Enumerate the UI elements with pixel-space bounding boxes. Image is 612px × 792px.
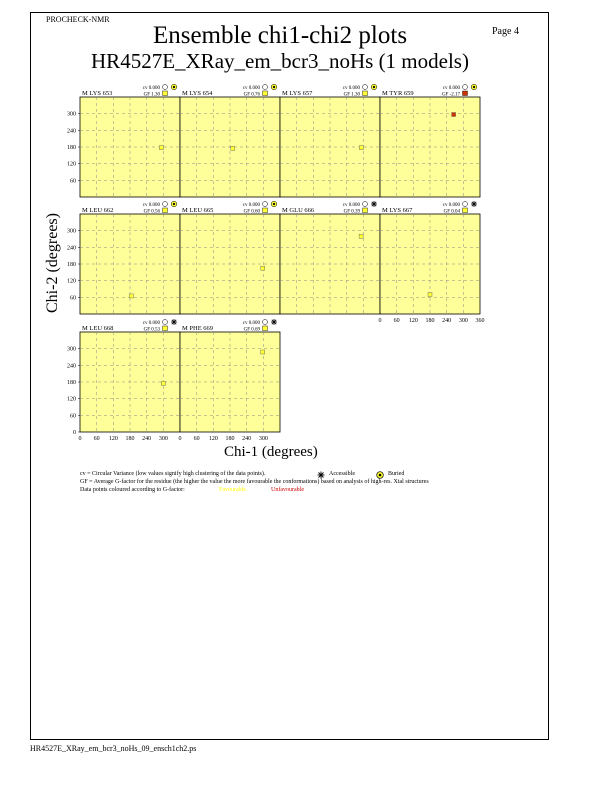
accessible-icon — [317, 471, 325, 479]
x-tick-label: 120 — [208, 436, 218, 442]
x-tick-label: 300 — [158, 436, 168, 442]
x-tick-label: 120 — [408, 318, 418, 324]
gf-colour-swatch — [163, 326, 168, 331]
panel-m-leu-668 — [80, 319, 180, 432]
data-point — [161, 381, 165, 385]
cv-value: cv 0.000 — [342, 86, 360, 91]
gf-value: GF -2.17 — [441, 92, 460, 98]
page-subtitle: HR4527E_XRay_em_bcr3_noHs (1 models) — [91, 49, 469, 73]
y-tick-label: 120 — [67, 161, 76, 168]
y-tick-label: 240 — [67, 245, 76, 252]
page-number: Page 4 — [492, 26, 519, 37]
gf-value: GF 0.69 — [243, 327, 260, 333]
legend-colour-definition: Data points coloured according to G-factor: — [80, 487, 185, 493]
residue-label: M GLU 666 — [282, 207, 315, 214]
x-tick-label: 0 — [78, 436, 82, 442]
data-point — [428, 293, 432, 297]
x-axis-label: Chi-1 (degrees) — [224, 444, 318, 460]
gf-colour-swatch — [163, 208, 168, 213]
x-tick-label: 60 — [393, 318, 400, 324]
cv-circle-icon — [463, 202, 468, 207]
y-tick-label: 180 — [67, 262, 76, 268]
x-tick-label: 240 — [442, 318, 452, 324]
cv-circle-icon — [263, 320, 268, 325]
cv-circle-icon — [163, 320, 168, 325]
gf-colour-swatch — [263, 326, 268, 331]
residue-label: M LYS 654 — [182, 90, 213, 97]
accessible-icon — [471, 201, 477, 207]
y-tick-label: 300 — [67, 346, 76, 353]
x-tick-label: 120 — [108, 436, 118, 442]
y-tick-label: 120 — [67, 396, 76, 403]
residue-label: M LYS 653 — [82, 90, 113, 97]
cv-value: cv 0.000 — [142, 86, 160, 91]
data-point — [129, 294, 133, 298]
x-tick-label: 180 — [225, 436, 235, 442]
cv-value: cv 0.000 — [142, 321, 160, 326]
footer-filename: HR4527E_XRay_em_bcr3_noHs_09_ensch1ch2.ps — [30, 744, 197, 753]
legend-favourable: Favourable — [219, 487, 246, 493]
cv-circle-icon — [263, 85, 268, 90]
cv-circle-icon — [263, 202, 268, 207]
gf-value: GF 0.39 — [343, 209, 360, 215]
y-tick-label: 240 — [67, 363, 76, 370]
data-point — [261, 266, 265, 270]
gf-colour-swatch — [163, 91, 168, 96]
y-tick-label: 120 — [67, 278, 76, 285]
x-tick-label: 60 — [193, 436, 200, 442]
gf-colour-swatch — [463, 91, 468, 96]
residue-label: M LYS 657 — [282, 90, 313, 97]
data-point — [359, 146, 363, 150]
x-tick-label: 240 — [142, 436, 152, 442]
program-label: PROCHECK-NMR — [46, 15, 110, 24]
panel-m-phe-669 — [180, 319, 280, 432]
cv-circle-icon — [163, 202, 168, 207]
cv-circle-icon — [463, 85, 468, 90]
cv-value: cv 0.000 — [142, 203, 160, 208]
gf-value: GF 0.53 — [143, 327, 160, 333]
x-tick-label: 240 — [242, 436, 252, 442]
data-point — [261, 350, 265, 354]
residue-label: M LEU 665 — [182, 207, 214, 214]
buried-icon-dot — [173, 203, 175, 205]
cv-value: cv 0.000 — [242, 203, 260, 208]
x-tick-label: 180 — [425, 318, 435, 324]
accessible-icon — [171, 319, 177, 325]
panel-m-leu-665 — [180, 201, 280, 314]
buried-icon-dot — [373, 86, 375, 88]
panel-m-leu-662 — [80, 201, 180, 314]
buried-icon-dot — [273, 203, 275, 205]
gf-colour-swatch — [263, 91, 268, 96]
cv-value: cv 0.000 — [442, 203, 460, 208]
x-tick-label: 300 — [458, 318, 468, 324]
data-point — [159, 146, 163, 150]
gf-value: GF 0.04 — [443, 209, 460, 215]
gf-value: GF 1.30 — [143, 92, 160, 98]
legend-gf-definition: GF = Average G-factor for the residue (the higher the value the more favourable the conformations) based on analysis of high-res. Xtal structures — [80, 479, 429, 485]
gf-colour-swatch — [463, 208, 468, 213]
cv-circle-icon — [363, 202, 368, 207]
y-tick-label: 300 — [67, 228, 76, 235]
panel-m-lys-667 — [380, 201, 480, 314]
panel-m-lys-653 — [80, 84, 180, 197]
cv-value: cv 0.000 — [242, 321, 260, 326]
gf-colour-swatch — [263, 208, 268, 213]
residue-label: M LEU 668 — [82, 325, 114, 332]
panel-m-lys-654 — [180, 84, 280, 197]
cv-circle-icon — [363, 85, 368, 90]
buried-icon-dot — [173, 86, 175, 88]
gf-value: GF 1.30 — [343, 92, 360, 98]
y-tick-label: 240 — [67, 128, 76, 135]
buried-icon-dot — [273, 86, 275, 88]
y-tick-label: 180 — [67, 380, 76, 386]
y-tick-label: 0 — [73, 430, 76, 436]
data-point — [452, 113, 456, 117]
x-tick-label: 0 — [378, 318, 382, 324]
gf-value: GF 0.76 — [243, 92, 260, 98]
y-tick-label: 300 — [67, 111, 76, 118]
gf-colour-swatch — [363, 208, 368, 213]
x-tick-label: 180 — [125, 436, 135, 442]
data-point — [231, 146, 235, 150]
accessible-icon — [371, 201, 377, 207]
legend-accessible: Accessible — [329, 471, 355, 477]
cv-value: cv 0.000 — [342, 203, 360, 208]
y-tick-label: 180 — [67, 145, 76, 151]
residue-label: M TYR 659 — [382, 90, 414, 97]
panel-m-glu-666 — [280, 201, 380, 314]
residue-label: M PHE 669 — [182, 325, 214, 332]
page-title: Ensemble chi1-chi2 plots — [152, 22, 408, 49]
buried-icon-dot — [473, 86, 475, 88]
panel-m-lys-657 — [280, 84, 380, 197]
residue-label: M LEU 662 — [82, 207, 114, 214]
y-tick-label: 60 — [70, 178, 76, 185]
cv-value: cv 0.000 — [442, 86, 460, 91]
cv-value: cv 0.000 — [242, 86, 260, 91]
data-point — [359, 234, 363, 238]
legend-cv-definition: cv = Circular Variance (low values signify high clustering of the data points). — [80, 471, 266, 477]
buried-icon — [376, 471, 384, 479]
gf-value: GF 0.56 — [143, 209, 160, 215]
x-tick-label: 300 — [258, 436, 268, 442]
x-tick-label: 360 — [475, 318, 485, 324]
x-tick-label: 60 — [93, 436, 100, 442]
y-axis-label: Chi-2 (degrees) — [44, 213, 61, 313]
cv-circle-icon — [163, 85, 168, 90]
x-tick-label: 0 — [178, 436, 182, 442]
panel-m-tyr-659 — [380, 84, 480, 197]
legend-buried: Buried — [388, 471, 405, 477]
residue-label: M LYS 667 — [382, 207, 413, 214]
gf-colour-swatch — [363, 91, 368, 96]
y-tick-label: 60 — [70, 413, 76, 420]
gf-value: GF 0.60 — [243, 209, 260, 215]
accessible-icon — [271, 319, 277, 325]
legend-unfavourable: Unfavourable — [271, 487, 304, 493]
y-tick-label: 60 — [70, 295, 76, 302]
